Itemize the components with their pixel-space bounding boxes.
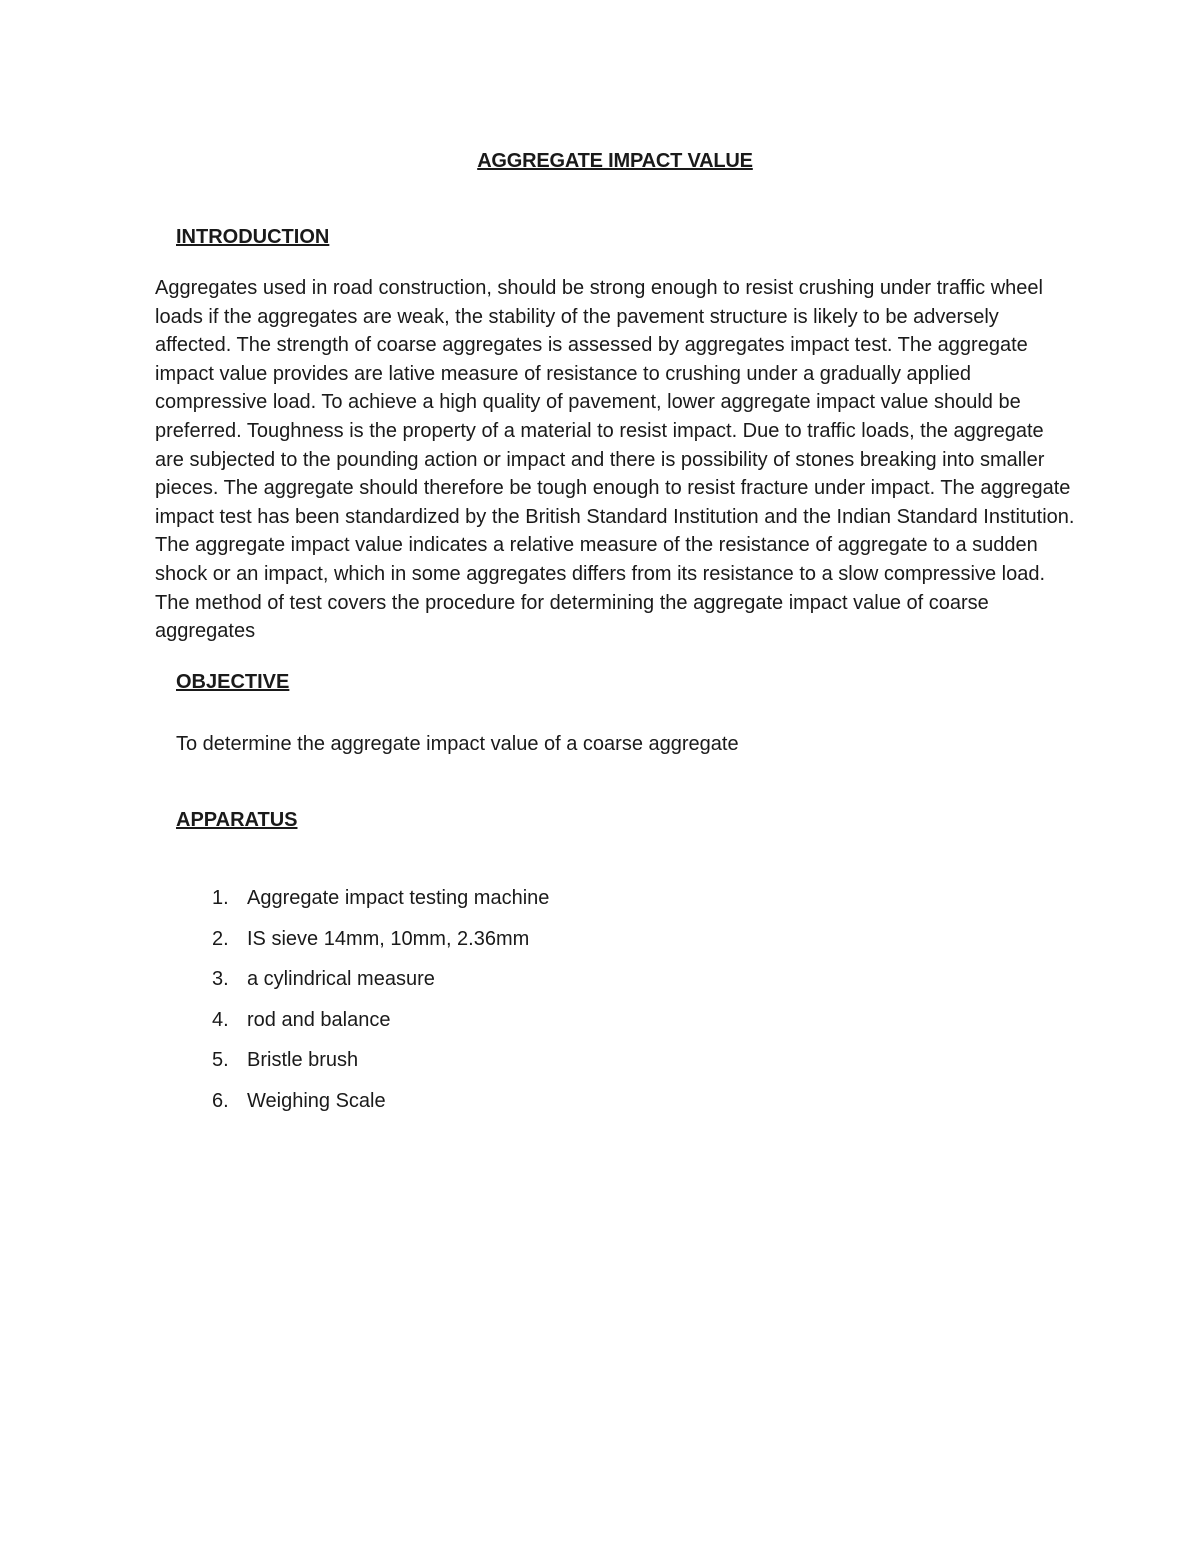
list-number: 2. [212,927,229,950]
list-number: 6. [212,1089,229,1112]
introduction-heading: INTRODUCTION [176,226,330,248]
list-item-text: Aggregate impact testing machine [247,887,550,909]
list-number: 4. [212,1008,229,1031]
objective-heading: OBJECTIVE [176,671,290,693]
objective-text: To determine the aggregate impact value of a coarse aggregate [176,733,739,755]
list-number: 5. [212,1049,229,1072]
introduction-paragraph: Aggregates used in road construction, should be strong enough to resist crushing under traffic wheel loads if the aggregates are weak, the stability of the pavement structure is likely to be adversely affected. The strength of coarse aggregates is assessed by aggregates impact test. The aggregate impact value provides are lative measure of resistance to crushing under a gradually applied compressive load. To achieve a high quality of pavement, lower aggregate impact value should be preferred. Toughness is the property of a material to resist impact. Due to traffic loads, the aggregate are subjected to the pounding action or impact and there is possibility of stones breaking into smaller pieces. The aggregate should therefore be tough enough to resist fracture under impact. The aggregate impact test has been standardized by the British Standard Institution and the Indian Standard Institution. The aggregate impact value indicates a relative measure of the resistance of aggregate to a sudden shock or an impact, which in some aggregates differs from its resistance to a slow compressive load. The method of test covers the procedure for determining the aggregate impact value of coarse aggregates [155,277,1075,643]
list-item-text: a cylindrical measure [247,968,435,991]
list-item-text: Weighing Scale [247,1089,386,1112]
apparatus-heading: APPARATUS [176,809,298,831]
document-title: AGGREGATE IMPACT VALUE [477,150,753,172]
list-item-text: IS sieve 14mm, 10mm, 2.36mm [247,927,530,950]
list-item-text: Bristle brush [247,1049,359,1072]
list-number: 3. [212,968,229,991]
list-number: 1. [212,887,229,909]
list-item-text: rod and balance [247,1008,391,1031]
